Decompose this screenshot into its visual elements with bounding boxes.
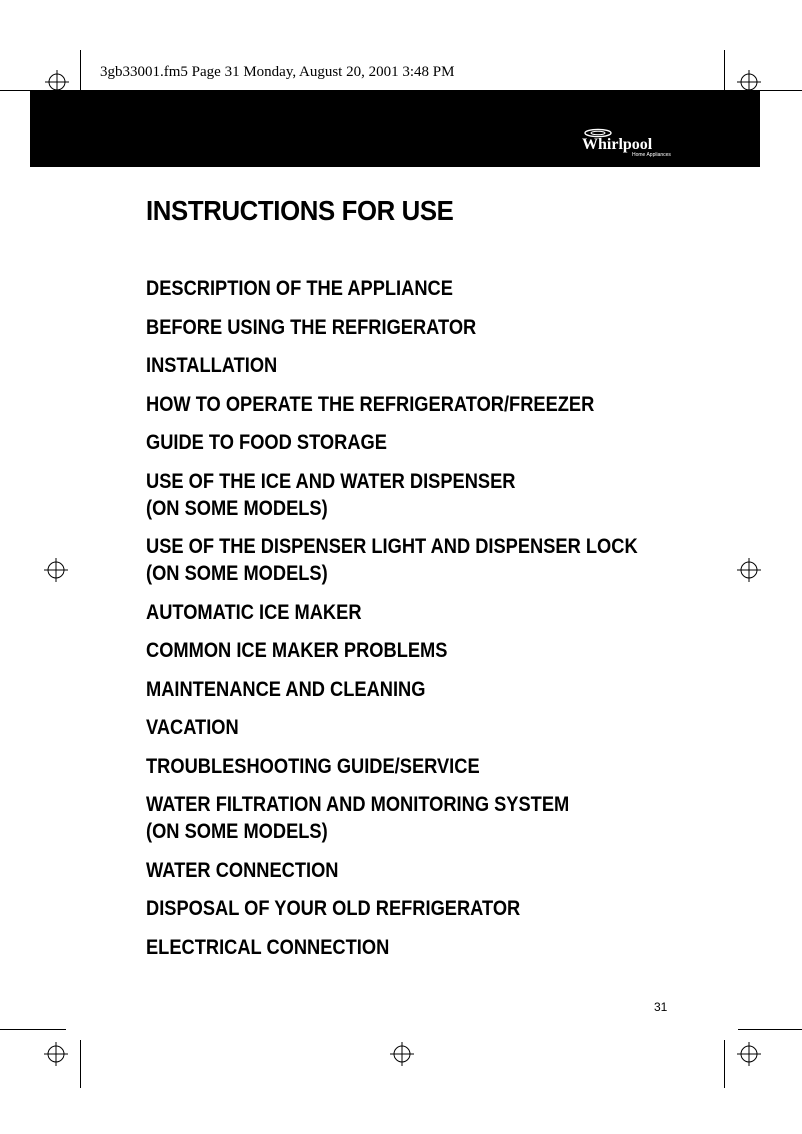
toc-item: [146, 275, 685, 302]
table-of-contents: [146, 275, 766, 972]
brand-name: Whirlpool: [582, 136, 653, 153]
toc-item: [146, 352, 685, 379]
crop-line: [738, 1029, 802, 1030]
toc-item-label: INSTALLATION: [146, 354, 278, 377]
toc-item: [146, 791, 685, 845]
toc-item-label: USE OF THE ICE AND WATER DISPENSER: [146, 469, 516, 493]
page-title: INSTRUCTIONS FOR USE: [146, 195, 454, 226]
toc-item-label: BEFORE USING THE REFRIGERATOR: [146, 315, 477, 339]
print-header: 3gb33001.fm5 Page 31 Monday, August 20, 2001 3:48 PM: [100, 64, 455, 80]
toc-item: [146, 895, 685, 922]
toc-item-label: GUIDE TO FOOD STORAGE: [146, 431, 387, 454]
toc-item-label: HOW TO OPERATE THE REFRIGERATOR/FREEZER: [146, 392, 595, 416]
whirlpool-logo: [580, 128, 680, 158]
crop-line: [724, 1040, 725, 1088]
toc-item: [146, 934, 685, 961]
registration-mark-icon: [44, 1042, 68, 1066]
toc-item-label: DISPOSAL OF YOUR OLD REFRIGERATOR: [146, 897, 521, 920]
crop-line: [0, 1029, 66, 1030]
toc-item: [146, 599, 685, 626]
page-number: 31: [654, 1000, 668, 1014]
header-band: [30, 90, 760, 167]
toc-item-label: WATER CONNECTION: [146, 858, 339, 882]
registration-mark-icon: [737, 1042, 761, 1066]
toc-item-label: WATER FILTRATION AND MONITORING SYSTEM: [146, 793, 570, 816]
toc-item: [146, 468, 685, 522]
toc-item-label: COMMON ICE MAKER PROBLEMS: [146, 639, 448, 662]
toc-item-label: USE OF THE DISPENSER LIGHT AND DISPENSER LOCK: [146, 535, 638, 558]
toc-item: [146, 637, 685, 664]
toc-item: [146, 753, 685, 780]
toc-item-label: MAINTENANCE AND CLEANING: [146, 677, 426, 701]
toc-item: [146, 391, 685, 418]
toc-item-sublabel: (ON SOME MODELS): [146, 496, 328, 520]
toc-item: [146, 533, 685, 587]
toc-item-sublabel: (ON SOME MODELS): [146, 562, 328, 585]
toc-item-label: VACATION: [146, 716, 239, 739]
toc-item: [146, 676, 685, 703]
registration-mark-icon: [390, 1042, 414, 1066]
toc-item-label: DESCRIPTION OF THE APPLIANCE: [146, 277, 453, 300]
crop-line: [0, 90, 30, 91]
toc-item: [146, 857, 685, 884]
toc-item-label: TROUBLESHOOTING GUIDE/SERVICE: [146, 754, 480, 778]
toc-item: [146, 314, 685, 341]
toc-item-label: AUTOMATIC ICE MAKER: [146, 600, 362, 624]
crop-line: [80, 1040, 81, 1088]
toc-item: [146, 429, 685, 456]
toc-item-sublabel: (ON SOME MODELS): [146, 820, 328, 843]
registration-mark-icon: [44, 558, 68, 582]
crop-line: [760, 90, 802, 91]
toc-item-label: ELECTRICAL CONNECTION: [146, 935, 390, 959]
brand-tagline: Home Appliances: [632, 152, 671, 158]
toc-item: [146, 714, 685, 741]
